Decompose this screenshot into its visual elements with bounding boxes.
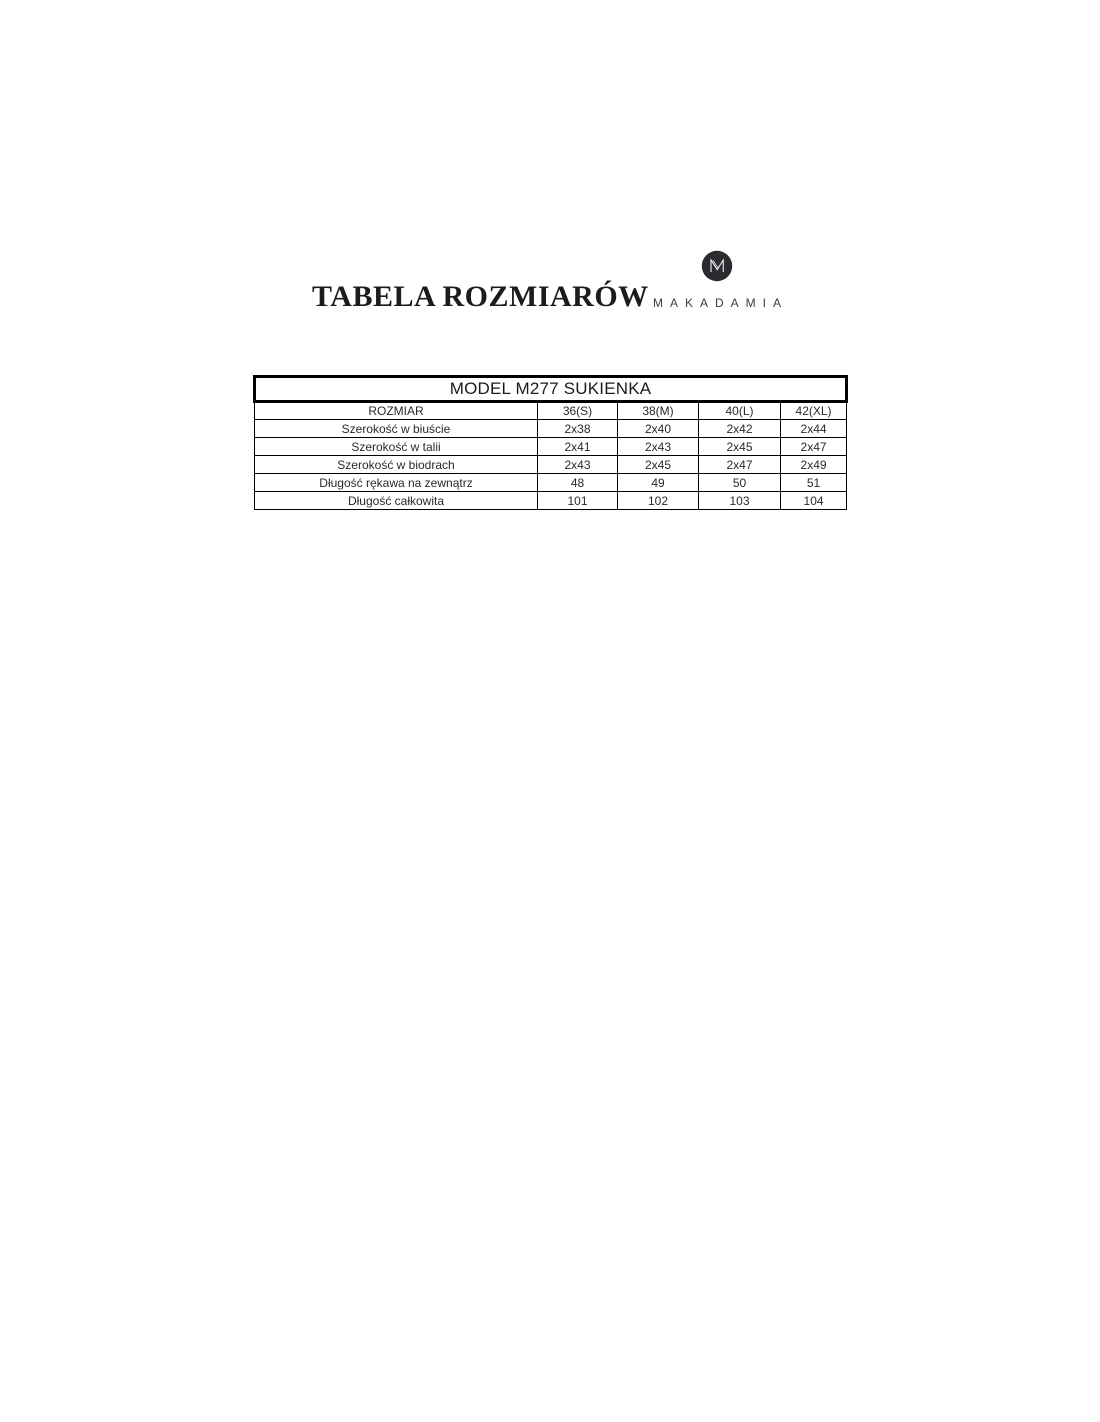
cell-value: 101 bbox=[538, 492, 618, 510]
cell-value: 2x43 bbox=[538, 456, 618, 474]
size-chart bbox=[253, 375, 845, 510]
table-row-bust bbox=[255, 420, 847, 438]
cell-value: 2x38 bbox=[538, 420, 618, 438]
cell-value: 2x45 bbox=[699, 438, 781, 456]
table-row-waist bbox=[255, 438, 847, 456]
size-38m: 38(M) bbox=[618, 402, 699, 420]
cell-value: 2x42 bbox=[699, 420, 781, 438]
cell-value: 48 bbox=[538, 474, 618, 492]
size-36s: 36(S) bbox=[538, 402, 618, 420]
table-row-sleeve bbox=[255, 474, 847, 492]
table-title: MODEL M277 SUKIENKA bbox=[255, 377, 847, 402]
cell-value: 2x47 bbox=[699, 456, 781, 474]
size-header-row bbox=[255, 402, 847, 420]
cell-value: 49 bbox=[618, 474, 699, 492]
cell-value: 2x47 bbox=[781, 438, 847, 456]
table-row-total-length bbox=[255, 492, 847, 510]
cell-value: 2x49 bbox=[781, 456, 847, 474]
cell-value: 104 bbox=[781, 492, 847, 510]
row-label: Długość całkowita bbox=[255, 492, 538, 510]
row-label: Szerokość w biodrach bbox=[255, 456, 538, 474]
cell-value: 102 bbox=[618, 492, 699, 510]
brand-name: MAKADAMIA bbox=[652, 296, 788, 310]
size-table bbox=[253, 375, 848, 510]
makadamia-monogram-icon bbox=[701, 250, 733, 282]
size-header-label: ROZMIAR bbox=[255, 402, 538, 420]
cell-value: 50 bbox=[699, 474, 781, 492]
cell-value: 2x45 bbox=[618, 456, 699, 474]
table-title-row bbox=[255, 377, 847, 402]
cell-value: 2x43 bbox=[618, 438, 699, 456]
cell-value: 2x40 bbox=[618, 420, 699, 438]
size-42xl: 42(XL) bbox=[781, 402, 847, 420]
row-label: Szerokość w biuście bbox=[255, 420, 538, 438]
page-title: TABELA ROZMIARÓW bbox=[312, 280, 649, 313]
size-40l: 40(L) bbox=[699, 402, 781, 420]
table-row-hips bbox=[255, 456, 847, 474]
cell-value: 103 bbox=[699, 492, 781, 510]
row-label: Długość rękawa na zewnątrz bbox=[255, 474, 538, 492]
row-label: Szerokość w talii bbox=[255, 438, 538, 456]
cell-value: 51 bbox=[781, 474, 847, 492]
cell-value: 2x41 bbox=[538, 438, 618, 456]
brand-block bbox=[617, 250, 817, 310]
cell-value: 2x44 bbox=[781, 420, 847, 438]
